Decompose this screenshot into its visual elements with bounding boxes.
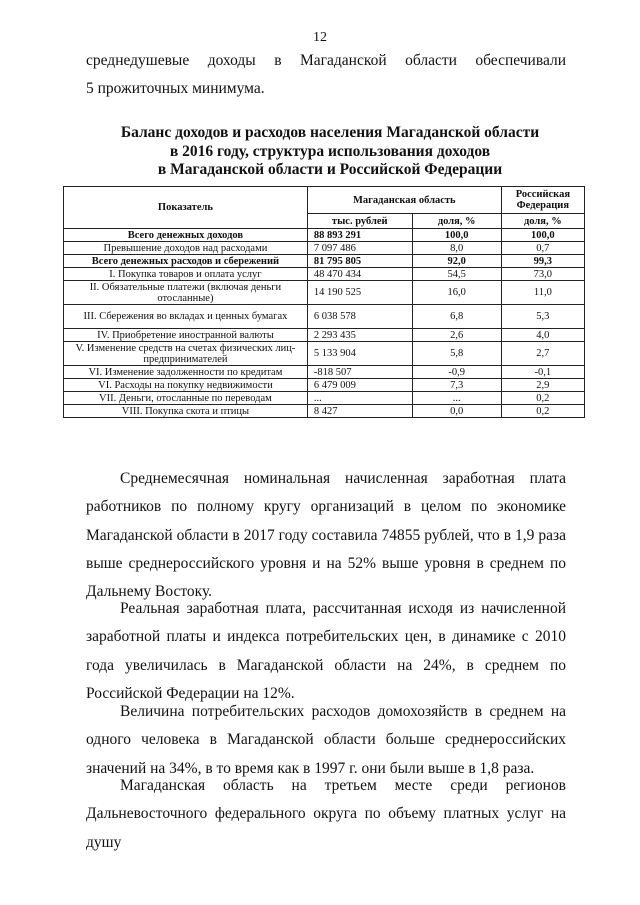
row-name: VI. Расходы на покупку недвижимости <box>64 379 308 392</box>
row-name: V. Изменение средств на счетах физических лиц-предпринимателей <box>64 342 308 366</box>
row-value: ... <box>307 392 412 405</box>
page-number: 12 <box>313 30 327 45</box>
row-share-rf: 2,9 <box>501 379 584 392</box>
row-name: VIII. Покупка скота и птицы <box>64 405 308 418</box>
row-share: -0,9 <box>412 366 501 379</box>
row-share: 5,8 <box>412 342 501 366</box>
row-share-rf: 5,3 <box>501 305 584 329</box>
row-share-rf: 2,7 <box>501 342 584 366</box>
table-row <box>64 281 585 305</box>
row-value: 6 479 009 <box>307 379 412 392</box>
table-row <box>64 242 585 255</box>
row-share-rf: 0,2 <box>501 392 584 405</box>
row-share: ... <box>412 392 501 405</box>
table-row <box>64 268 585 281</box>
row-name: III. Сбережения во вкладах и ценных бумагах <box>64 305 308 329</box>
row-value: -818 507 <box>307 366 412 379</box>
row-name: II. Обязательные платежи (включая деньги отосланные) <box>64 281 308 305</box>
intro-line-1: среднедушевые доходы в Магаданской области обеспечивали <box>86 52 566 69</box>
row-value: 7 097 486 <box>307 242 412 255</box>
header-thousand-rub: тыс. рублей <box>307 214 412 229</box>
row-name: Всего денежных расходов и сбережений <box>64 255 308 268</box>
table-title <box>60 124 600 180</box>
table-row <box>64 366 585 379</box>
table-title-line-3: в Магаданской области и Российской Федерации <box>157 161 503 178</box>
row-share: 8,0 <box>412 242 501 255</box>
table-title-line-1: Баланс доходов и расходов населения Магаданской области <box>120 124 540 141</box>
row-share: 16,0 <box>412 281 501 305</box>
header-magadan: Магаданская область <box>307 187 501 214</box>
paragraph-3: Величина потребительских расходов домохозяйств в среднем на одного человека в Магаданской области больше среднероссийских значений на 34%, в то время как в 1997 г. они были выше в 1,8 раза. <box>86 703 566 777</box>
row-name: Превышение доходов над расходами <box>64 242 308 255</box>
row-share: 6,8 <box>412 305 501 329</box>
row-value: 48 470 434 <box>307 268 412 281</box>
row-share: 2,6 <box>412 329 501 342</box>
header-russia: Российская Федерация <box>501 187 584 214</box>
row-value: 14 190 525 <box>307 281 412 305</box>
row-share-rf: 0,2 <box>501 405 584 418</box>
row-name: VII. Деньги, отосланные по переводам <box>64 392 308 405</box>
row-share: 0,0 <box>412 405 501 418</box>
intro-line-2: 5 прожиточных минимума. <box>86 80 265 97</box>
row-name: VI. Изменение задолженности по кредитам <box>64 366 308 379</box>
row-share: 92,0 <box>412 255 501 268</box>
row-share-rf: 4,0 <box>501 329 584 342</box>
row-share-rf: 0,7 <box>501 242 584 255</box>
header-share: доля, % <box>412 214 501 229</box>
row-value: 2 293 435 <box>307 329 412 342</box>
income-expense-table <box>63 186 585 418</box>
row-share-rf: 11,0 <box>501 281 584 305</box>
header-share-rf: доля, % <box>501 214 584 229</box>
table-row <box>64 305 585 329</box>
row-share: 100,0 <box>412 229 501 242</box>
row-value: 81 795 805 <box>307 255 412 268</box>
table-row <box>64 405 585 418</box>
row-share-rf: 99,3 <box>501 255 584 268</box>
paragraph-2: Реальная заработная плата, рассчитанная исходя из начисленной заработной платы и индекса потребительских цен, в динамике с 2010 года увеличилась в Магаданской области на 24%, в среднем по Российской Федерации на 12%. <box>86 600 566 702</box>
row-name: I. Покупка товаров и оплата услуг <box>64 268 308 281</box>
table-body <box>64 229 585 418</box>
row-share-rf: 100,0 <box>501 229 584 242</box>
table-row <box>64 229 585 242</box>
paragraph-1: Среднемесячная номинальная начисленная заработная плата работников по полному кругу организаций в целом по экономике Магаданской области в 2017 году составила 74855 рублей, что в 1,9 раза выше среднероссийского уровня и на 52% выше уровня в среднем по Дальнему Востоку. <box>86 470 566 601</box>
table-row <box>64 342 585 366</box>
row-share-rf: 73,0 <box>501 268 584 281</box>
row-share-rf: -0,1 <box>501 366 584 379</box>
row-value: 88 893 291 <box>307 229 412 242</box>
table-row <box>64 255 585 268</box>
row-share: 7,3 <box>412 379 501 392</box>
table-row <box>64 379 585 392</box>
row-value: 5 133 904 <box>307 342 412 366</box>
table-row <box>64 329 585 342</box>
row-share: 54,5 <box>412 268 501 281</box>
paragraph-4: Магаданская область на третьем месте среди регионов Дальневосточного федерального округа по объему платных услуг на душу <box>86 777 566 851</box>
row-value: 6 038 578 <box>307 305 412 329</box>
row-name: IV. Приобретение иностранной валюты <box>64 329 308 342</box>
table-title-line-2: в 2016 году, структура использования доходов <box>169 142 491 160</box>
header-indicator: Показатель <box>64 187 308 229</box>
row-value: 8 427 <box>307 405 412 418</box>
table-row <box>64 392 585 405</box>
row-name: Всего денежных доходов <box>64 229 308 242</box>
